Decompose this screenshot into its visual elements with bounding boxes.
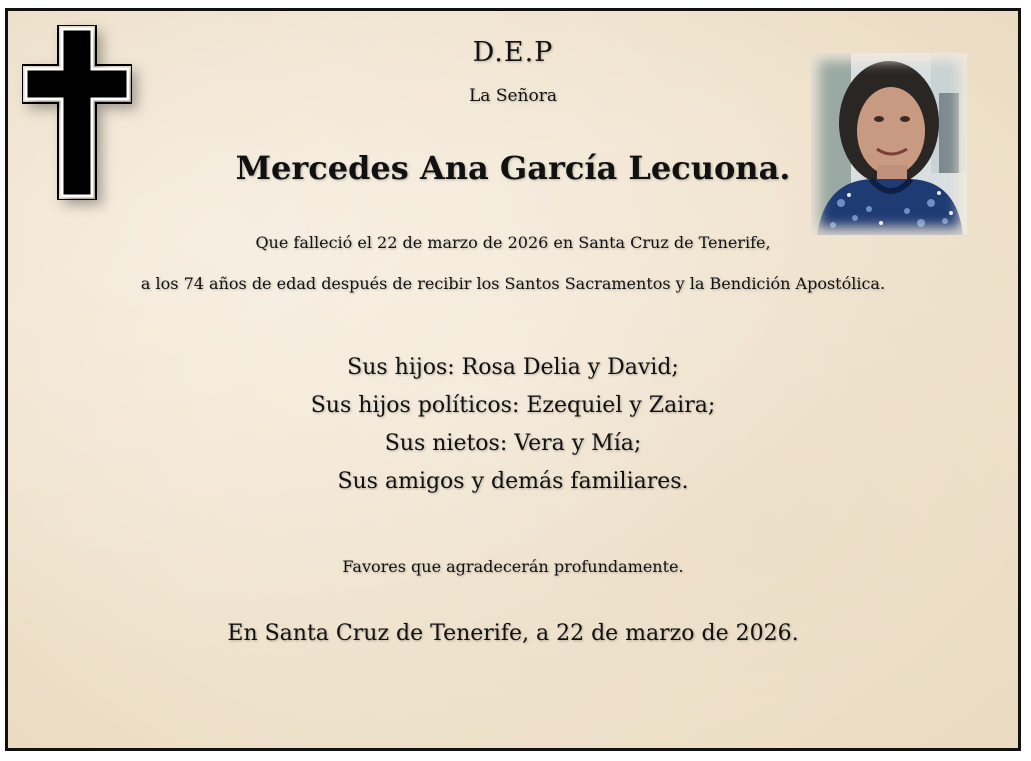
dep-heading: D.E.P [472, 37, 554, 68]
family-line-in-laws: Sus hijos políticos: Ezequiel y Zaira; [310, 393, 716, 418]
title-senora: La Señora [469, 86, 557, 106]
family-line-grandchildren: Sus nietos: Vera y Mía; [384, 431, 642, 456]
closing-place-date: En Santa Cruz de Tenerife, a 22 de marzo de 2026. [227, 621, 799, 646]
portrait-photo [811, 53, 967, 235]
family-line-children: Sus hijos: Rosa Delia y David; [347, 355, 679, 380]
deceased-name: Mercedes Ana García Lecuona. [235, 149, 791, 187]
obituary-card [5, 8, 1021, 751]
family-line-friends: Sus amigos y demás familiares. [337, 469, 689, 494]
death-details-line-2: a los 74 años de edad después de recibir los Santos Sacramentos y la Bendición Apostólica. [140, 274, 886, 293]
thanks-text: Favores que agradecerán profundamente. [342, 557, 684, 576]
family-list [8, 349, 1018, 501]
death-details-line-1: Que falleció el 22 de marzo de 2026 en Santa Cruz de Tenerife, [255, 233, 771, 252]
